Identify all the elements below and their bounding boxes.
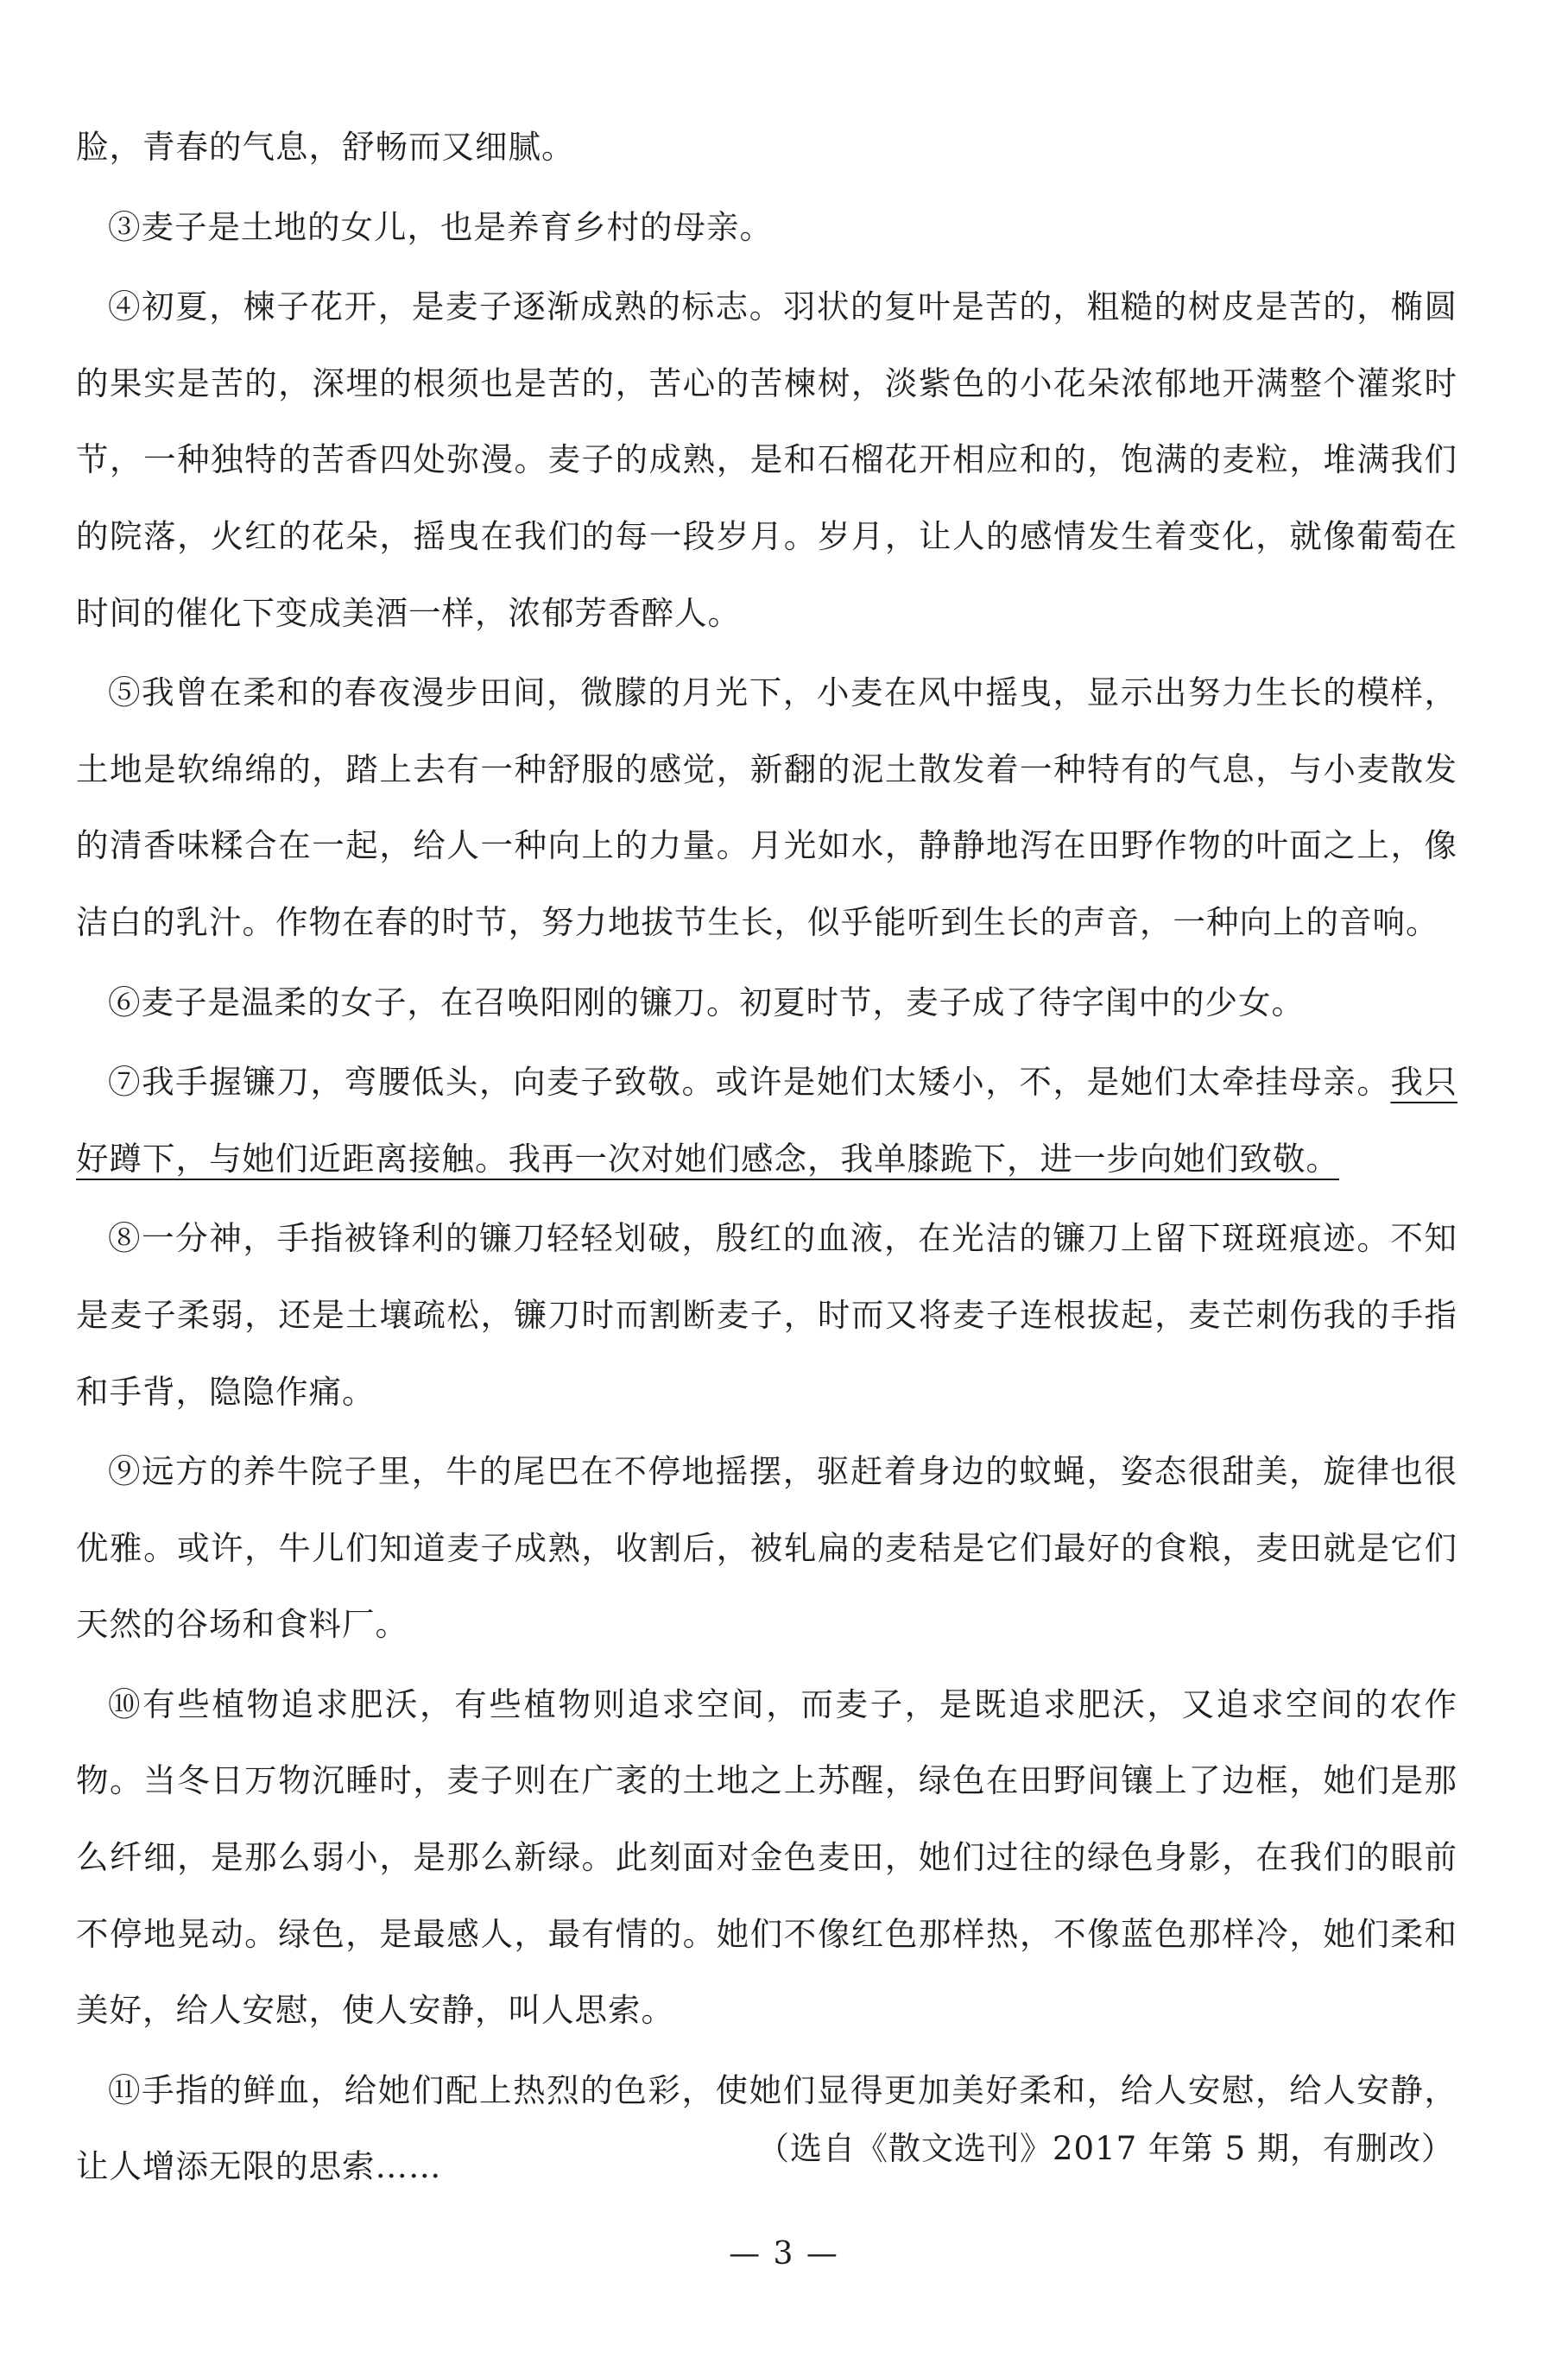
paragraph-10: ⑩有些植物追求肥沃，有些植物则追求空间，而麦子，是既追求肥沃，又追求空间的农作物。当冬日万物沉睡时，麦子则在广袤的土地之上苏醒，绿色在田野间镶上了边框，她们是那么纤细，是那么弱小，是那么新绿。此刻面对金色麦田，她们过往的绿色身影，在我们的眼前不停地晃动。绿色，是最感人，最有情的。她们不像红色那样热，不像蓝色那样冷，她们柔和美好，给人安慰，使人安静，叫人思索。 [76,1684,1457,2030]
paragraph-7-text: ⑦我手握镰刀，弯腰低头，向麦子致敬。或许是她们太矮小，不，是她们太牵挂母亲。 [108,1063,1391,1102]
paragraph-8: ⑧一分神，手指被锋利的镰刀轻轻划破，殷红的血液，在光洁的镰刀上留下斑斑痕迹。不知是麦子柔弱，还是土壤疏松，镰刀时而割断麦子，时而又将麦子连根拔起，麦芒刺伤我的手指和手背，隐隐作痛。 [76,1219,1457,1411]
paragraph-5: ⑤我曾在柔和的春夜漫步田间，微朦的月光下，小麦在风中摇曳，显示出努力生长的模样，土地是软绵绵的，踏上去有一种舒服的感觉，新翻的泥土散发着一种特有的气息，与小麦散发的清香味糅合在一起，给人一种向上的力量。月光如水，静静地泻在田野作物的叶面之上，像洁白的乳汁。作物在春的时节，努力地拔节生长，似乎能听到生长的声音，一种向上的音响。 [76,673,1457,941]
source-citation: （选自《散文选刊》2017 年第 5 期，有删改） [757,2130,1454,2167]
paragraph-3: ③麦子是土地的女儿，也是养育乡村的母亲。 [108,207,773,246]
paragraph-7-underlined-sentence: 我只好蹲下，与她们近距离接触。我再一次对她们感念，我单膝跪下，进一步向她们致敬。 [76,1063,1458,1178]
paragraph-9: ⑨远方的养牛院子里，牛的尾巴在不停地摇摆，驱赶着身边的蚊蝇，姿态很甜美，旋律也很优雅。或许，牛儿们知道麦子成熟，收割后，被轧扁的麦秸是它们最好的食粮，麦田就是它们天然的谷场和食料厂。 [76,1452,1457,1644]
paragraph-continued: 脸，青春的气息，舒畅而又细腻。 [76,128,575,166]
paragraph-4: ④初夏，楝子花开，是麦子逐渐成熟的标志。羽状的复叶是苦的，粗糙的树皮是苦的，椭圆的果实是苦的，深埋的根须也是苦的，苦心的苦楝树，淡紫色的小花朵浓郁地开满整个灌浆时节，一种独特的苦香四处弥漫。麦子的成熟，是和石榴花开相应和的，饱满的麦粒，堆满我们的院落，火红的花朵，摇曳在我们的每一段岁月。岁月，让人的感情发生着变化，就像葡萄在时间的催化下变成美酒一样，浓郁芳香醉人。 [76,288,1457,632]
article-body [76,109,1457,2209]
paragraph-11: ⑪手指的鲜血，给她们配上热烈的色彩，使她们显得更加美好柔和，给人安慰，给人安静，让人增添无限的思索…… [76,2070,1457,2186]
page-number: — 3 — [729,2236,839,2272]
paragraph-7 [76,1044,1457,1197]
paragraph-6: ⑥麦子是温柔的女子，在召唤阳刚的镰刀。初夏时节，麦子成了待字闺中的少女。 [108,983,1305,1021]
